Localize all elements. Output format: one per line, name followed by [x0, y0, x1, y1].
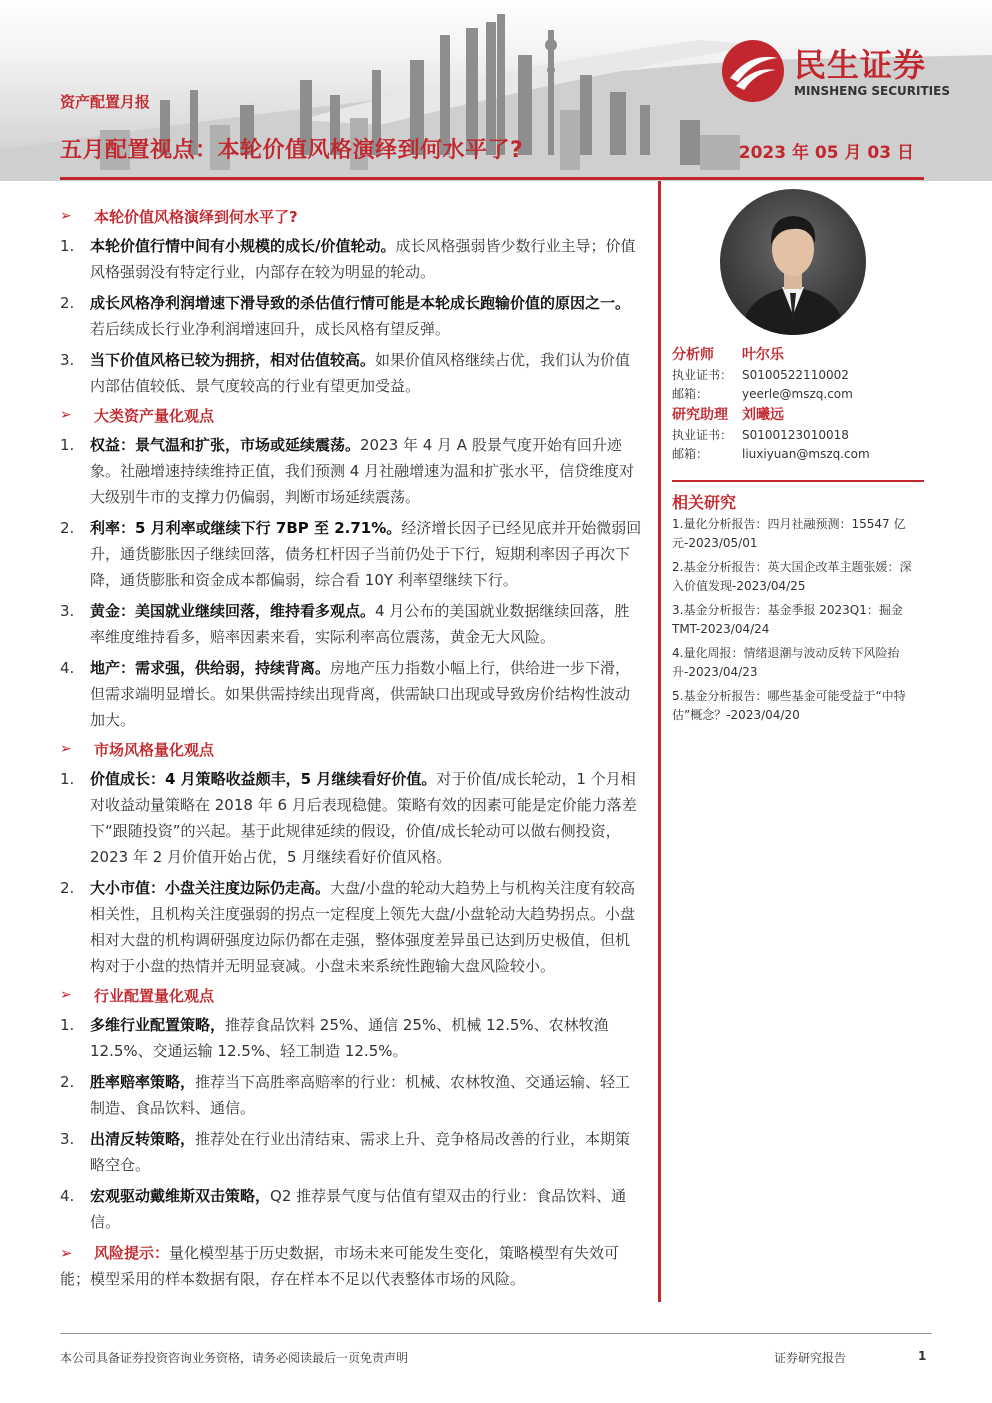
- list-item: [60, 1069, 642, 1121]
- item-number: 4.: [60, 659, 75, 677]
- list-item: [60, 515, 642, 593]
- item-bold-lead: 成长风格净利润增速下滑导致的杀估值行情可能是本轮成长跑输价值的原因之一。: [90, 294, 631, 312]
- analyst-role: 分析师: [672, 347, 714, 363]
- item-bold-lead: 出清反转策略，: [90, 1130, 196, 1148]
- list-item: [60, 598, 642, 650]
- item-body: [90, 1012, 642, 1064]
- item-bold-lead: 利率：5 月利率或继续下行 7BP 至 2.71%。: [90, 519, 402, 537]
- minsheng-logo: [720, 38, 970, 104]
- report-type-label: 资产配置月报: [60, 93, 151, 111]
- item-text: 推荐当下高胜率高赔率的行业：机械、农林牧渔、交通运输、轻工制造、食品饮料、通信。: [90, 1073, 631, 1117]
- item-text: 4 月公布的美国就业数据继续回落，胜率维度维持看多，赔率因素来看，实际利率高位震荡，黄金无大风险。: [90, 602, 630, 646]
- risk-label: 风险提示：: [94, 1244, 170, 1262]
- report-title: 五月配置视点：本轮价值风格演绎到何水平了?: [60, 138, 524, 163]
- item-number: 3.: [60, 602, 75, 620]
- related-research-item[interactable]: 4.量化周报：情绪退潮与波动反转下风险抬升-2023/04/23: [672, 646, 900, 679]
- related-research-list: [672, 515, 922, 730]
- item-number: 1.: [60, 770, 75, 788]
- analyst-cert: S0100522110002: [742, 367, 849, 382]
- item-body: [90, 432, 642, 510]
- report-date: 2023 年 05 月 03 日: [738, 143, 914, 163]
- section-title: 大类资产量化观点: [94, 406, 215, 425]
- item-bold-lead: 多维行业配置策略，: [90, 1016, 226, 1034]
- bullet-arrow-icon: ➢: [60, 208, 72, 224]
- item-bold-lead: 本轮价值行情中间有小规模的成长/价值轮动。: [90, 237, 396, 255]
- analyst-email-row: [672, 384, 924, 403]
- bullet-arrow-icon: ➢: [60, 1244, 73, 1262]
- item-bold-lead: 权益：景气温和扩张，市场或延续震荡。: [90, 436, 361, 454]
- analyst-cert-row: [672, 365, 924, 384]
- item-body: [90, 515, 642, 593]
- item-text: 成长风格强弱皆少数行业主导；价值风格强弱没有特定行业，内部存在较为明显的轮动。: [90, 237, 636, 281]
- summary-column: [60, 205, 642, 1292]
- list-item: [60, 1183, 642, 1235]
- item-number: 4.: [60, 1187, 75, 1205]
- logo-english-text: MINSHENG SECURITIES: [794, 84, 950, 98]
- assistant-role: 研究助理: [672, 407, 728, 423]
- item-text: 对于价值/成长轮动，1 个月相对收益动量策略在 2018 年 6 月后表现稳健。策略有效的因素可能是定价能力落差下“跟随投资”的兴起。基于此规律延续的假设，价值/成长轮动可以做右侧投资，2023 年 2 月价值开始占优，5 月继续看好价值风格。: [90, 770, 637, 866]
- item-body: [90, 766, 642, 870]
- item-body: [90, 598, 642, 650]
- footer-divider: [60, 1333, 932, 1334]
- analyst-name: 叶尔乐: [742, 347, 784, 363]
- item-body: [90, 347, 642, 399]
- item-bold-lead: 宏观驱动戴维斯双击策略，: [90, 1187, 271, 1205]
- section-title: 市场风格量化观点: [94, 740, 215, 759]
- item-bold-lead: 地产：需求强，供给弱，持续背离。: [90, 659, 331, 677]
- list-item: [60, 875, 642, 979]
- report-header: [0, 0, 992, 181]
- assistant-email-row: [672, 444, 924, 463]
- related-divider: [672, 480, 924, 482]
- item-text: 推荐处在行业出清结束、需求上升、竞争格局改善的行业，本期策略空仓。: [90, 1130, 631, 1174]
- analyst-row: [672, 343, 924, 365]
- item-number: 1.: [60, 436, 75, 454]
- item-text: 推荐食品饮料 25%、通信 25%、机械 12.5%、农林牧渔 12.5%、交通运输 12.5%、轻工制造 12.5%。: [90, 1016, 609, 1060]
- item-bold-lead: 大小市值：小盘关注度边际仍走高。: [90, 879, 331, 897]
- logo-chinese-text: 民生证券: [794, 46, 927, 84]
- item-body: [90, 1069, 642, 1121]
- section-heading: [60, 205, 642, 227]
- item-number: 2.: [60, 294, 75, 312]
- analyst-photo: [720, 189, 866, 335]
- cert-label: 执业证书：: [672, 368, 733, 382]
- item-text: 大盘/小盘的轮动大趋势上与机构关注度有较高相关性，且机构关注度强弱的拐点一定程度上领先大盘/小盘轮动大趋势拐点。小盘相对大盘的机构调研强度边际仍都在走强，整体强度差异虽已达到历史极值，但机构对于小盘的热情并无明显衰减。小盘未来系统性跑输大盘风险较小。: [90, 879, 636, 975]
- section-heading: [60, 738, 642, 760]
- item-text: 如果价值风格继续占优，我们认为价值内部估值较低、景气度较高的行业有望更加受益。: [90, 351, 631, 395]
- risk-text: 量化模型基于历史数据，市场未来可能发生变化，策略模型有失效可能；模型采用的样本数据有限，存在样本不足以代表整体市场的风险。: [60, 1244, 620, 1288]
- section-heading: [60, 984, 642, 1006]
- email-label: 邮箱：: [672, 447, 709, 461]
- item-number: 1.: [60, 1016, 75, 1034]
- item-text: 经济增长因子已经见底并开始微弱回升，通货膨胀因子继续回落，债务杠杆因子当前仍处于下行，短期利率因子再次下降，通货膨胀和资金成本都偏弱，综合看 10Y 利率望继续下行。: [90, 519, 642, 589]
- item-number: 3.: [60, 351, 75, 369]
- list-item: [60, 432, 642, 510]
- analyst-portrait-icon: [720, 189, 866, 335]
- item-body: [90, 655, 642, 733]
- item-bold-lead: 黄金：美国就业继续回落，维持看多观点。: [90, 602, 376, 620]
- footer-report-type: 证券研究报告: [774, 1351, 847, 1365]
- item-bold-lead: 胜率赔率策略，: [90, 1073, 196, 1091]
- item-body: [90, 290, 642, 342]
- related-research-item[interactable]: 3.基金分析报告：基金季报 2023Q1：掘金 TMT-2023/04/24: [672, 603, 903, 636]
- item-body: [90, 875, 642, 979]
- assistant-row: [672, 403, 924, 425]
- item-number: 1.: [60, 237, 75, 255]
- item-text: 2023 年 4 月 A 股景气度开始有回升迹象。社融增速持续维持正值，我们预测 4 月社融增速为温和扩张水平，信贷维度对大级别牛市的支撑力仍偏弱，判断市场延续震荡。: [90, 436, 635, 506]
- assistant-email[interactable]: liuxiyuan@mszq.com: [742, 446, 870, 461]
- assistant-cert: S0100123010018: [742, 427, 849, 442]
- related-research-item[interactable]: 2.基金分析报告：英大国企改革主题张媛：深入价值发现-2023/04/25: [672, 560, 912, 593]
- footer-disclaimer: 本公司具备证券投资咨询业务资格，请务必阅读最后一页免责声明: [60, 1351, 409, 1365]
- item-number: 2.: [60, 879, 75, 897]
- bullet-arrow-icon: ➢: [60, 987, 72, 1003]
- item-text: 若后续成长行业净利润增速回升，成长风格有望反弹。: [90, 320, 451, 338]
- related-research-item[interactable]: 1.量化分析报告：四月社融预测：15547 亿元-2023/05/01: [672, 517, 906, 550]
- related-research-item[interactable]: 5.基金分析报告：哪些基金可能受益于“中特估”概念？-2023/04/20: [672, 689, 906, 722]
- section-title: 行业配置量化观点: [94, 986, 215, 1005]
- email-label: 邮箱：: [672, 387, 709, 401]
- item-body: [90, 233, 642, 285]
- assistant-cert-row: [672, 425, 924, 444]
- item-bold-lead: 价值成长：4 月策略收益颇丰，5 月继续看好价值。: [90, 770, 437, 788]
- item-bold-lead: 当下价值风格已较为拥挤，相对估值较高。: [90, 351, 376, 369]
- cert-label: 执业证书：: [672, 428, 733, 442]
- item-text: 房地产压力指数小幅上行，供给进一步下滑，但需求端明显增长。如果供需持续出现背离，供需缺口出现或导致房价结构性波动加大。: [90, 659, 631, 729]
- item-number: 2.: [60, 1073, 75, 1091]
- analyst-email[interactable]: yeerle@mszq.com: [742, 386, 853, 401]
- related-research-title: 相关研究: [672, 493, 737, 512]
- section-title: 本轮价值风格演绎到何水平了?: [94, 207, 298, 226]
- list-item: [60, 655, 642, 733]
- section-heading: [60, 404, 642, 426]
- bullet-arrow-icon: ➢: [60, 741, 72, 757]
- page-number: 1: [918, 1349, 927, 1363]
- item-number: 2.: [60, 519, 75, 537]
- item-body: [90, 1183, 642, 1235]
- list-item: [60, 1126, 642, 1178]
- column-divider: [658, 181, 661, 1302]
- list-item: [60, 766, 642, 870]
- minsheng-logo-mark-icon: [720, 38, 786, 104]
- item-number: 3.: [60, 1130, 75, 1148]
- item-text: Q2 推荐景气度与估值有望双击的行业：食品饮料、通信。: [90, 1187, 627, 1231]
- item-body: [90, 1126, 642, 1178]
- analyst-info: [672, 343, 924, 463]
- list-item: [60, 233, 642, 285]
- header-divider: [60, 177, 924, 180]
- list-item: [60, 1012, 642, 1064]
- list-item: [60, 290, 642, 342]
- assistant-name: 刘曦远: [742, 407, 784, 423]
- list-item: [60, 347, 642, 399]
- risk-warning: [60, 1240, 642, 1292]
- bullet-arrow-icon: ➢: [60, 407, 72, 423]
